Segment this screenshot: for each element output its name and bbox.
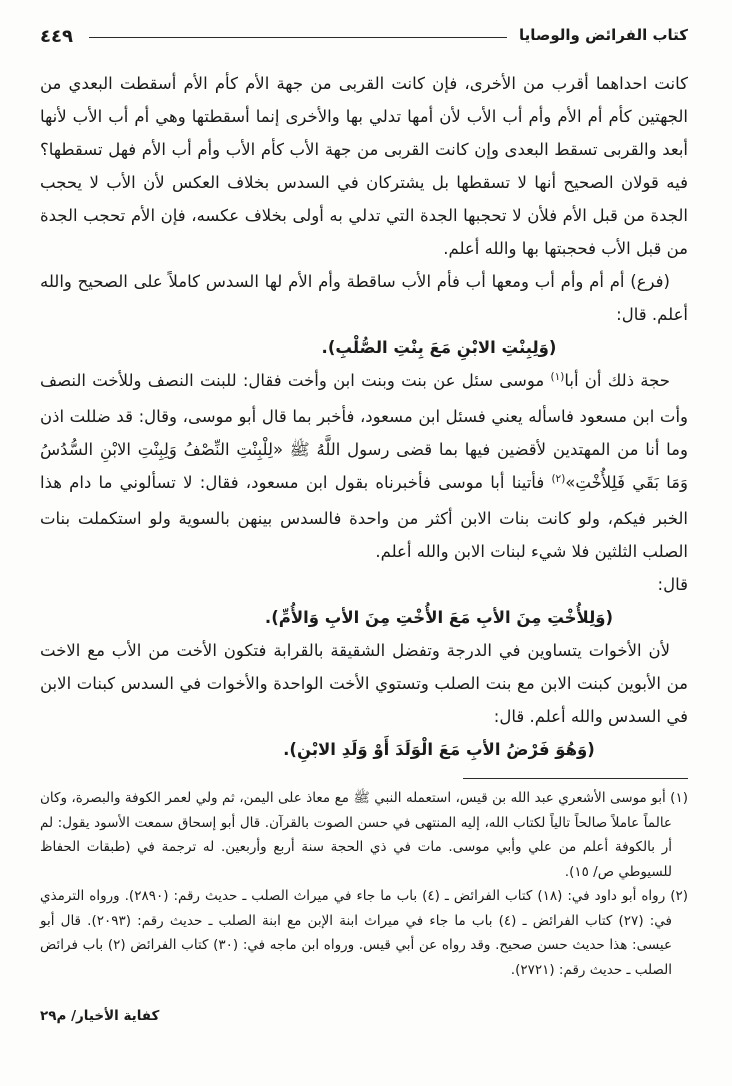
- print-signature: كفاية الأخيار/ م٢٩: [40, 1008, 160, 1024]
- paragraph-1: كانت احداهما أقرب من الأخرى، فإن كانت القربى من جهة الأم كأم الأم أسقطت البعدي من الجهتين كأم أم الأم وأم أب الأب لأن أمها تدلي بها والأخرى إنما أسقطتها وهي أم أب الأب لأنها أبعد والقربى تسقط البعدى وإن كانت القربى من جهة الأب كأم الأب وأم أب الأم فهل تسقطها؟ فيه قولان الصحيح أنها لا تسقطها بل يشتركان في السدس بخلاف العكس لأن الأب لا يحجب الجدة من قبل الأم فلأن لا تحجبها الجدة التي تدلي به أولى بخلاف عكسه، فإن الأم تحجب الجدة من قبل الأب فحجبتها بها والله أعلم.: [40, 74, 688, 258]
- page-number: ٤٤٩: [40, 26, 73, 47]
- header-rule: [89, 37, 507, 38]
- qala-line: قال:: [657, 575, 688, 594]
- paragraph-3-part-c: فأتينا أبا موسى فأخبرناه بقول ابن مسعود، فقال: لا تسألوني ما دام هذا الخبر فيكم، ولو كانت بنات الابن أكثر من واحدة فالسدس بينهن بالسوية ولو استكملت بنات الصلب الثلثين فلا شيء لبنات الابن والله أعلم.: [40, 473, 688, 561]
- paragraph-3-part-b: موسى سئل عن بنت وبنت ابن وأخت فقال: للبنت النصف وللأخت النصف وأت ابن مسعود فاسأله يعني فسئل ابن مسعود، فأخبر بما قال أبو موسى، وقال: قد ضللت اذن وما أنا من المهتدين لأقضين فيها بما قضى رسول اللَّهُ ﷺ «لِلْبِنْتِ النِّصْفُ وَلِبِنْتِ الابْنِ السُّدُسُ وَمَا بَقَي فَلِلأُخْتِ»: [40, 371, 688, 492]
- matn-quote-1: (وَلِبِنْتِ الابْنِ مَعَ بِنْتِ الصُّلْبِ).: [321, 338, 557, 357]
- footnote-2: (٢) رواه أبو داود في: (١٨) كتاب الفرائض ـ (٤) باب ما جاء في ميراث الصلب ـ حديث رقم: (٢٨٩٠). ورواه الترمذي في: (٢٧) كتاب الفرائض ـ (٤) باب ما جاء في ميراث ابنة الإبن مع ابنة الصلب ـ حديث رقم: (٢٠٩٣). قال أبو عيسى: هذا حديث حسن صحيح. وقد رواه عن أبي قيس. ورواه ابن ماجه في: (٣٠) كتاب الفرائض (٢) باب فرائض الصلب ـ حديث رقم: (٢٧٢١).: [40, 888, 689, 978]
- footnote-marker-2: (٢): [551, 473, 566, 485]
- footnote-1: (١) أبو موسى الأشعري عبد الله بن قيس، استعمله النبي ﷺ مع معاذ على اليمن، ثم ولي لعمر الكوفة والبصرة، وكان عالماً عاملاً صالحاً تالياً لكتاب الله، إليه المنتهى في حسن الصوت بالقرآن. قال أبو إسحاق سمعت الأسود يقول: لم أر بالكوفة أعلم من علي وأبي موسى. مات في ذي الحجة سنة أربع وأربعين. له ترجمة في (طبقات الحفاظ للسيوطي ص/ ١٥).: [40, 790, 688, 880]
- paragraph-4: لأن الأخوات يتساوين في الدرجة وتفضل الشقيقة بالقرابة فتكون الأخت من الأب مع الاخت من الأبوين كبنت الابن مع بنت الصلب وتستوي الأخت الواحدة والأخوات في السدس كبنات الابن في السدس والله أعلم. قال:: [40, 641, 688, 726]
- matn-quote-3: (وَهُوَ فَرْضُ الأبِ مَعَ الْوَلَدَ أَوْ وَلَدِ الابْنِ).: [283, 740, 595, 759]
- footnotes-section: [40, 786, 688, 982]
- paragraph-2: (فرع) أم أم وأم أب ومعها أب فأم الأب ساقطة وأم الأم لها السدس كاملاً على الصحيح والله أعلم. قال:: [40, 272, 688, 324]
- paragraph-3-part-a: حجة ذلك أن أبا: [564, 371, 670, 390]
- footnote-marker-1: (١): [550, 371, 565, 383]
- matn-quote-2: (وَلِلأُخْتِ مِنَ الأبِ مَعَ الأُخْتِ مِنَ الأبِ وَالأُمِّ).: [264, 608, 614, 627]
- footnote-separator: [463, 778, 688, 779]
- main-text: [40, 67, 688, 766]
- book-title: كتاب الفرائض والوصايا: [518, 26, 688, 44]
- page-header: [40, 26, 688, 47]
- paragraph-3: [40, 364, 688, 568]
